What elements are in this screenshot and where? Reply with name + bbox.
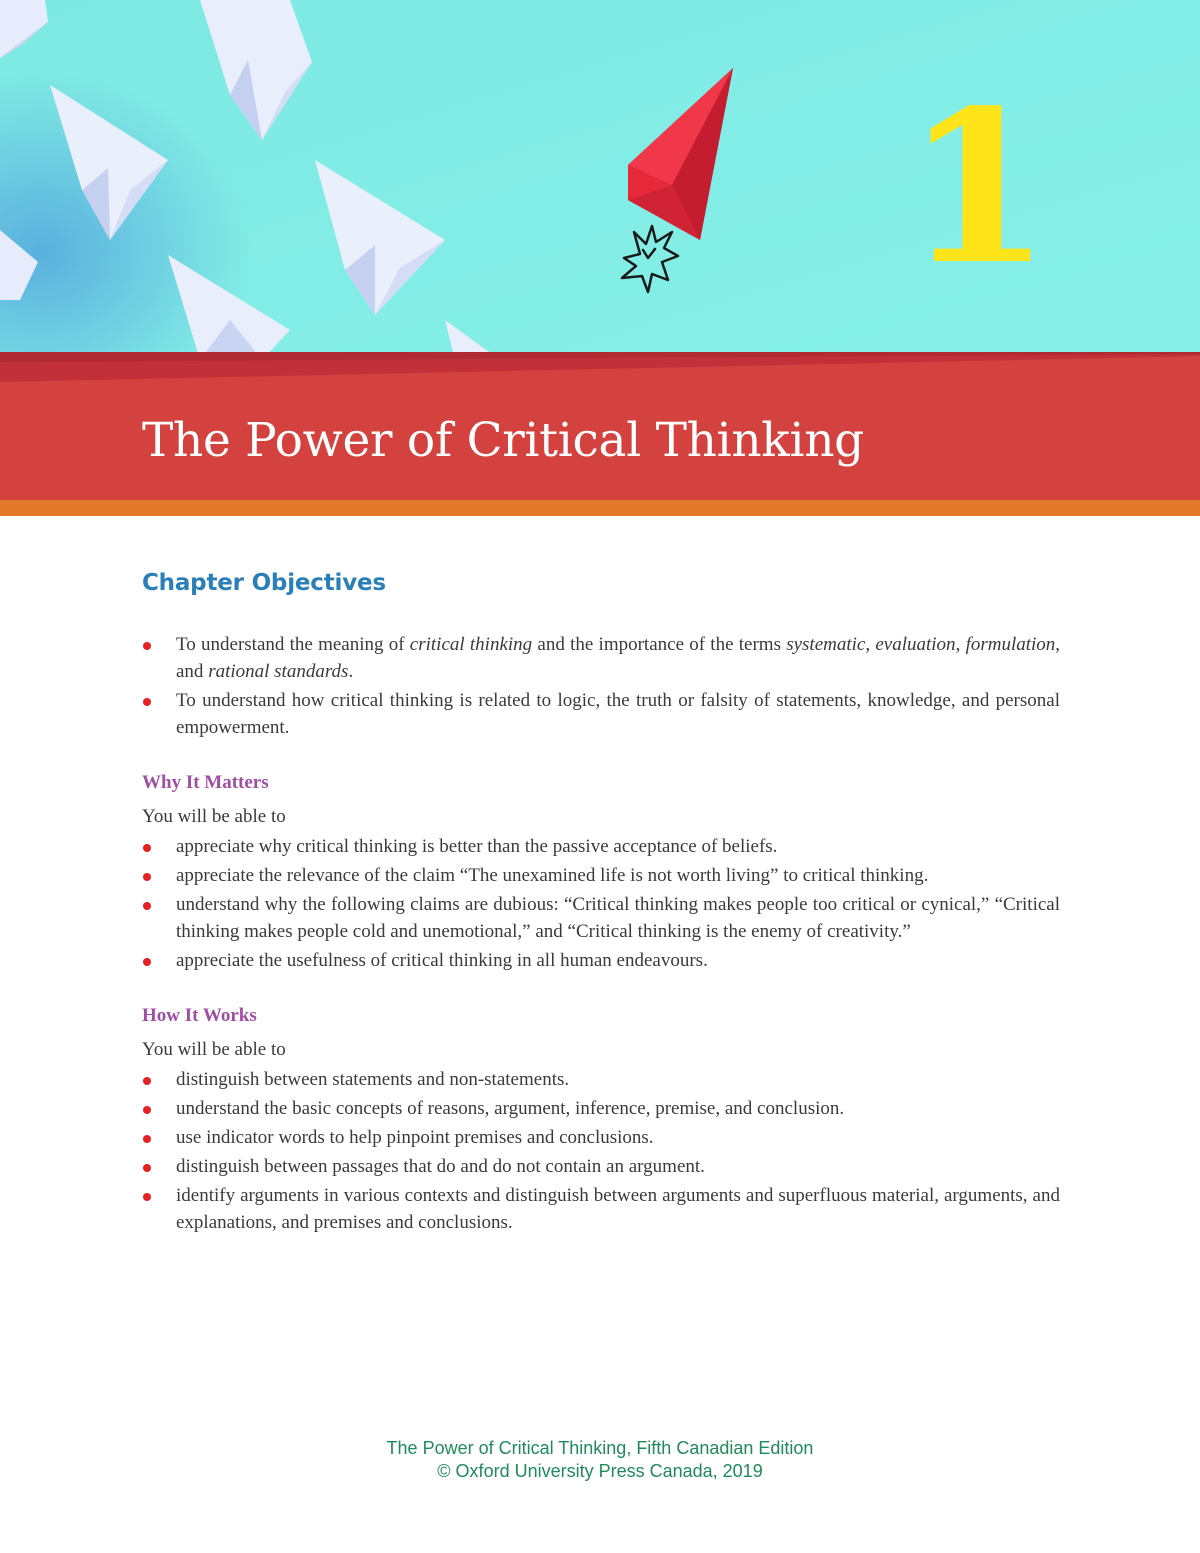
text-run: and the importance of the terms xyxy=(532,634,787,655)
bullet-icon xyxy=(143,844,151,852)
footer-edition: The Power of Critical Thinking, Fifth Canadian Edition xyxy=(386,1438,814,1458)
objective-item xyxy=(142,631,1060,685)
how-item xyxy=(142,1066,1060,1093)
italic-term: systematic xyxy=(786,634,866,655)
objective-item xyxy=(142,687,1060,741)
text-run: , xyxy=(865,634,876,655)
how-it-works-list xyxy=(142,1066,1060,1236)
why-item-text: appreciate the usefulness of critical thinking in all human endeavours. xyxy=(176,950,708,971)
footer-copyright: © Oxford University Press Canada, 2019 xyxy=(437,1461,763,1481)
bullet-icon xyxy=(143,1164,151,1172)
footer xyxy=(0,1437,1200,1483)
bullet-icon xyxy=(143,1135,151,1143)
banner-shine xyxy=(0,352,1200,382)
bullet-icon xyxy=(143,1077,151,1085)
how-item-text: use indicator words to help pinpoint premises and conclusions. xyxy=(176,1127,654,1148)
why-it-matters-list xyxy=(142,833,1060,974)
bullet-icon xyxy=(143,1193,151,1201)
text-run: , xyxy=(955,634,966,655)
how-item xyxy=(142,1182,1060,1236)
how-item xyxy=(142,1124,1060,1151)
why-item xyxy=(142,947,1060,974)
text-run: To understand the meaning of xyxy=(176,634,410,655)
italic-term: rational standards xyxy=(208,661,349,682)
bullet-icon xyxy=(143,642,151,650)
text-run: To understand how critical thinking is related to logic, the truth or falsity of statements, knowledge, and personal empowerment. xyxy=(176,690,1060,738)
how-it-works-intro: You will be able to xyxy=(142,1039,286,1060)
page-title: The Power of Critical Thinking xyxy=(142,413,864,468)
how-item xyxy=(142,1095,1060,1122)
chapter-objectives-section xyxy=(142,565,1060,1238)
bullet-icon xyxy=(143,873,151,881)
banner-stripe xyxy=(0,500,1200,516)
chapter-number: 1 xyxy=(905,64,1052,311)
bullet-icon xyxy=(143,1106,151,1114)
how-item-text: distinguish between passages that do and do not contain an argument. xyxy=(176,1156,705,1177)
how-item-text: distinguish between statements and non-statements. xyxy=(176,1069,570,1090)
italic-term: formulation xyxy=(965,634,1056,655)
why-it-matters-heading: Why It Matters xyxy=(142,772,269,793)
objectives-heading: Chapter Objectives xyxy=(142,570,386,596)
how-item-text: understand the basic concepts of reasons, argument, inference, premise, and conclusion. xyxy=(176,1098,845,1119)
italic-term: evaluation xyxy=(875,634,956,655)
objectives-list xyxy=(142,631,1060,741)
why-item-text: appreciate why critical thinking is better than the passive acceptance of beliefs. xyxy=(176,836,778,857)
why-item xyxy=(142,862,1060,889)
text-run: , and xyxy=(176,634,1061,682)
bullet-icon xyxy=(143,958,151,966)
text-run: . xyxy=(348,661,354,682)
why-item-text: appreciate the relevance of the claim “The unexamined life is not worth living” to critical thinking. xyxy=(176,865,929,886)
how-it-works-heading: How It Works xyxy=(142,1005,257,1026)
how-item xyxy=(142,1153,1060,1180)
why-item xyxy=(142,891,1060,945)
hero-image xyxy=(0,0,1200,360)
how-item-text: identify arguments in various contexts and distinguish between arguments and superfluous material, arguments, and explanations, and premises and conclusions. xyxy=(176,1185,1060,1233)
why-item xyxy=(142,833,1060,860)
italic-term: critical thinking xyxy=(409,634,533,655)
why-it-matters-intro: You will be able to xyxy=(142,806,286,827)
bullet-icon xyxy=(143,698,151,706)
bullet-icon xyxy=(143,902,151,910)
why-item-text: understand why the following claims are dubious: “Critical thinking makes people too critical or cynical,” “Critical thinking makes people cold and unemotional,” and “Critical thinking is the enemy of creativity.” xyxy=(176,894,1060,942)
